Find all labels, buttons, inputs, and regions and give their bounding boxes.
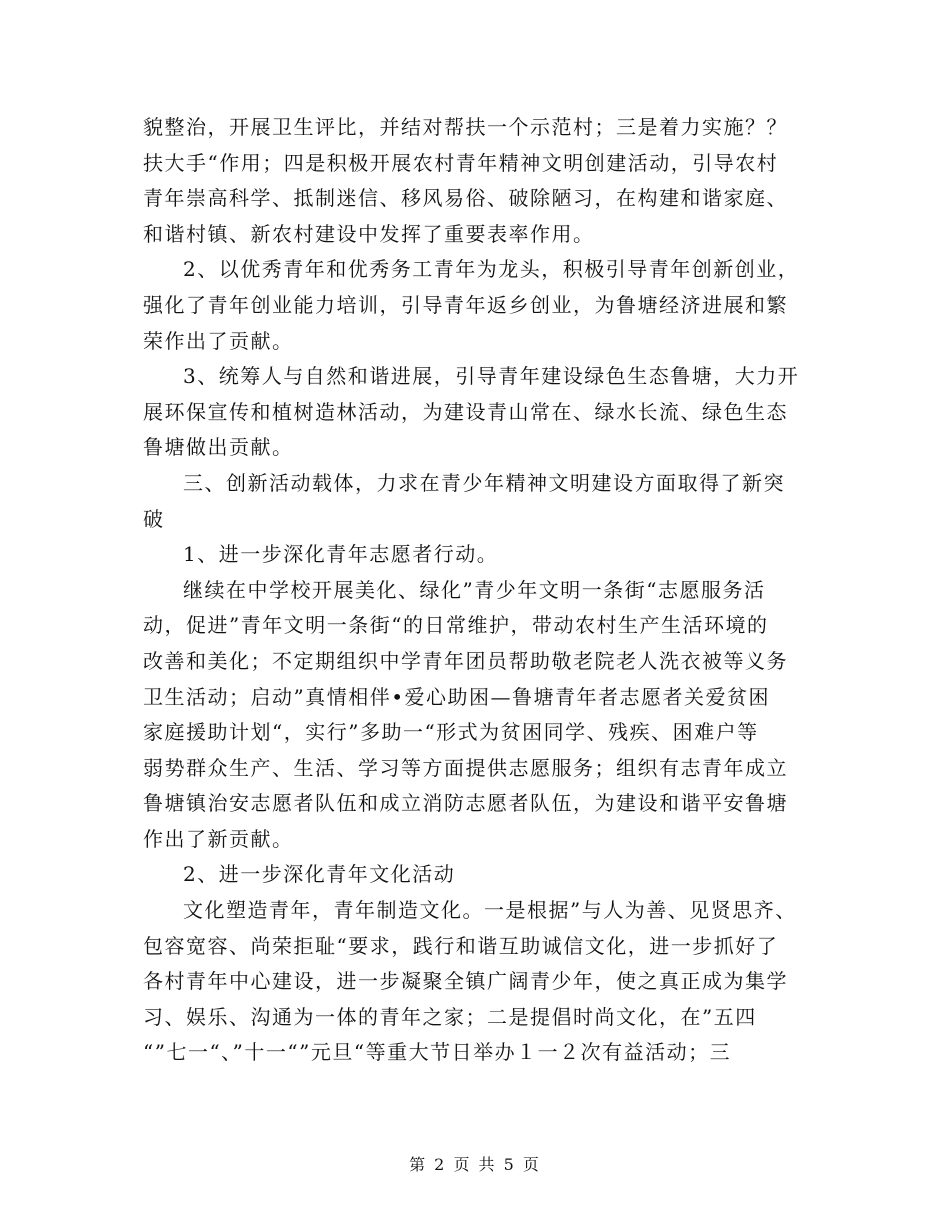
subheading-line: 1、进一步深化青年志愿者行动。 [183,542,499,567]
paragraph-start-line: 3、统筹人与自然和谐进展，引导青年建设绿色生态鲁塘，大力开 [183,364,800,389]
text-line: 家庭援助计划“，实行”多助一“形式为贫困同学、残疾、困难户等 [143,720,759,745]
text-line: 鲁塘镇治安志愿者队伍和成立消防志愿者队伍，为建设和谐平安鲁塘 [143,791,788,816]
text-line: 荣作出了贡献。 [143,328,294,353]
paragraph-start-line: 继续在中学校开展美化、绿化”青少年文明一条街“志愿服务活 [183,577,766,602]
text-line: 各村青年中心建设，进一步凝聚全镇广阔青少年，使之真正成为集学 [143,969,788,994]
text-line: 改善和美化；不定期组织中学青年团员帮助敬老院老人洗衣被等义务 [143,648,788,673]
text-line: 卫生活动；启动”真情相伴•爱心助困—鲁塘青年者志愿者关爱贫困 [143,684,771,709]
text-line: 貌整治，开展卫生评比，并结对帮扶一个示范村；三是着力实施？？ [143,115,788,139]
document-body [143,110,823,1071]
text-line: 鲁塘做出贡献。 [143,435,294,460]
text-line: 青年崇高科学、抵制迷信、移风易俗、破除陋习，在构建和谐家庭、 [143,186,788,211]
text-line: 习、娱乐、沟通为一体的青年之家；二是提倡时尚文化，在”五四 [143,1004,757,1029]
text-line: 弱势群众生产、生活、学习等方面提供志愿服务；组织有志青年成立 [143,755,788,780]
text-line: 强化了青年创业能力培训，引导青年返乡创业，为鲁塘经济进展和繁 [143,292,788,317]
page-number-footer: 第 2 页 共 5 页 [409,1155,541,1174]
section-heading-line: 破 [143,506,165,531]
text-line: 展环保宣传和植树造林活动，为建设青山常在、绿水长流、绿色生态 [143,399,788,424]
paragraph-start-line: 2、以优秀青年和优秀务工青年为龙头，积极引导青年创新创业， [183,257,800,282]
text-line: 作出了新贡献。 [143,826,294,851]
text-line: 和谐村镇、新农村建设中发挥了重要表率作用。 [143,221,595,246]
text-line: “”七一“、”十一“”元旦“等重大节日举办１一２次有益活动；三 [143,1040,732,1065]
text-line: 动，促进”青年文明一条街“的日常维护，带动农村生产生活环境的 [143,613,769,638]
subheading-line: 2、进一步深化青年文化活动 [183,862,456,887]
text-line: 包容宽容、尚荣拒耻“要求，践行和谐互助诚信文化，进一步抓好了 [143,933,779,958]
paragraph-start-line: 文化塑造青年，青年制造文化。一是根据”与人为善、见贤思齐、 [183,898,797,923]
text-line: 扶大手“作用；四是积极开展农村青年精神文明创建活动，引导农村 [143,150,779,175]
section-heading-line: 三、创新活动载体，力求在青少年精神文明建设方面取得了新突 [183,470,785,495]
